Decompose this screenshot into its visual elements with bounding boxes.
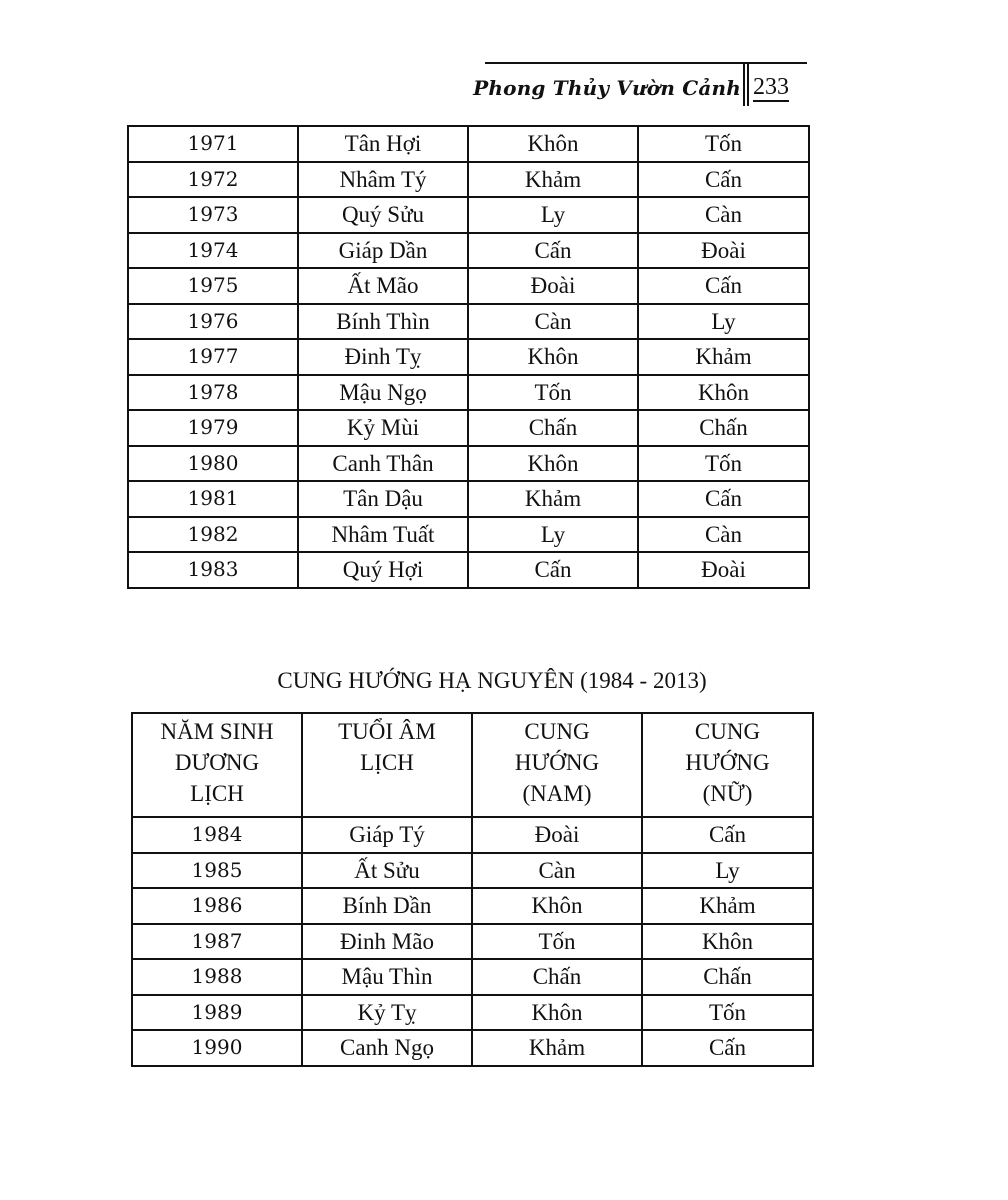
cell-palace-male: Khôn bbox=[468, 126, 638, 162]
table-row bbox=[128, 446, 809, 482]
cell-birth-year: 1989 bbox=[132, 995, 302, 1031]
header-line: (NỮ) bbox=[702, 781, 753, 806]
cell-palace-female: Khảm bbox=[642, 888, 813, 924]
cell-palace-female: Khảm bbox=[638, 339, 809, 375]
cell-lunar-age: Tân Hợi bbox=[298, 126, 468, 162]
cell-lunar-age: Bính Thìn bbox=[298, 304, 468, 340]
cell-lunar-age: Kỷ Tỵ bbox=[302, 995, 472, 1031]
cell-lunar-age: Quý Sửu bbox=[298, 197, 468, 233]
cell-birth-year: 1990 bbox=[132, 1030, 302, 1066]
running-title: Phong Thủy Vườn Cảnh bbox=[473, 76, 741, 100]
section-title: CUNG HƯỚNG HẠ NGUYÊN (1984 - 2013) bbox=[277, 668, 707, 693]
table-row bbox=[132, 959, 813, 995]
table-row bbox=[128, 517, 809, 553]
cell-lunar-age: Nhâm Tý bbox=[298, 162, 468, 198]
cell-palace-female: Tốn bbox=[638, 446, 809, 482]
cell-birth-year: 1972 bbox=[128, 162, 298, 198]
table-row bbox=[128, 552, 809, 588]
cell-birth-year: 1982 bbox=[128, 517, 298, 553]
table-row bbox=[128, 304, 809, 340]
cell-lunar-age: Quý Hợi bbox=[298, 552, 468, 588]
table-row bbox=[132, 888, 813, 924]
col-header-palace-female bbox=[642, 713, 813, 817]
cell-birth-year: 1981 bbox=[128, 481, 298, 517]
cell-palace-female: Khôn bbox=[638, 375, 809, 411]
cell-palace-female: Càn bbox=[638, 197, 809, 233]
cell-lunar-age: Kỷ Mùi bbox=[298, 410, 468, 446]
cell-lunar-age: Ất Mão bbox=[298, 268, 468, 304]
header-line: CUNG bbox=[524, 719, 590, 744]
cell-palace-male: Càn bbox=[468, 304, 638, 340]
table-row bbox=[128, 162, 809, 198]
cell-palace-female: Ly bbox=[638, 304, 809, 340]
cell-lunar-age: Giáp Tý bbox=[302, 817, 472, 853]
cell-palace-male: Ly bbox=[468, 517, 638, 553]
cell-birth-year: 1971 bbox=[128, 126, 298, 162]
cell-birth-year: 1985 bbox=[132, 853, 302, 889]
header-line: LỊCH bbox=[190, 781, 244, 806]
cell-palace-male: Khôn bbox=[468, 446, 638, 482]
header-divider bbox=[743, 64, 749, 106]
cell-birth-year: 1974 bbox=[128, 233, 298, 269]
cell-lunar-age: Bính Dần bbox=[302, 888, 472, 924]
cell-lunar-age: Đinh Mão bbox=[302, 924, 472, 960]
cell-palace-male: Đoài bbox=[468, 268, 638, 304]
cell-birth-year: 1987 bbox=[132, 924, 302, 960]
table-row bbox=[128, 197, 809, 233]
cell-birth-year: 1980 bbox=[128, 446, 298, 482]
cell-palace-male: Chấn bbox=[468, 410, 638, 446]
cell-palace-male: Ly bbox=[468, 197, 638, 233]
table-row bbox=[128, 375, 809, 411]
palace-table-upper-body bbox=[128, 126, 809, 588]
cell-palace-female: Khôn bbox=[642, 924, 813, 960]
cell-palace-female: Cấn bbox=[638, 481, 809, 517]
cell-palace-female: Cấn bbox=[642, 817, 813, 853]
cell-palace-male: Chấn bbox=[472, 959, 642, 995]
cell-lunar-age: Canh Ngọ bbox=[302, 1030, 472, 1066]
cell-birth-year: 1975 bbox=[128, 268, 298, 304]
table-row bbox=[128, 126, 809, 162]
page-number: 233 bbox=[753, 74, 789, 100]
cell-lunar-age: Đinh Tỵ bbox=[298, 339, 468, 375]
palace-table-lower-body bbox=[132, 817, 813, 1066]
cell-lunar-age: Canh Thân bbox=[298, 446, 468, 482]
table-row bbox=[132, 924, 813, 960]
header-line: DƯƠNG bbox=[174, 750, 260, 775]
cell-palace-male: Khôn bbox=[468, 339, 638, 375]
cell-palace-male: Tốn bbox=[472, 924, 642, 960]
cell-palace-female: Cấn bbox=[642, 1030, 813, 1066]
table-row bbox=[132, 853, 813, 889]
cell-palace-female: Cấn bbox=[638, 268, 809, 304]
cell-birth-year: 1976 bbox=[128, 304, 298, 340]
table-row bbox=[128, 410, 809, 446]
cell-palace-female: Chấn bbox=[638, 410, 809, 446]
palace-table-upper bbox=[127, 125, 810, 589]
cell-palace-female: Đoài bbox=[638, 233, 809, 269]
cell-palace-male: Khôn bbox=[472, 995, 642, 1031]
header-line: NĂM SINH bbox=[160, 719, 274, 744]
cell-palace-female: Chấn bbox=[642, 959, 813, 995]
page-header bbox=[473, 62, 807, 106]
col-header-birth-year bbox=[132, 713, 302, 817]
cell-palace-male: Tốn bbox=[468, 375, 638, 411]
cell-palace-male: Cấn bbox=[468, 552, 638, 588]
cell-lunar-age: Tân Dậu bbox=[298, 481, 468, 517]
table-row bbox=[128, 268, 809, 304]
cell-palace-male: Càn bbox=[472, 853, 642, 889]
cell-palace-female: Cấn bbox=[638, 162, 809, 198]
cell-birth-year: 1979 bbox=[128, 410, 298, 446]
header-line: TUỔI ÂM bbox=[338, 719, 436, 744]
header-line: LỊCH bbox=[360, 750, 414, 775]
col-header-palace-male bbox=[472, 713, 642, 817]
cell-birth-year: 1988 bbox=[132, 959, 302, 995]
cell-lunar-age: Ất Sửu bbox=[302, 853, 472, 889]
cell-palace-male: Cấn bbox=[468, 233, 638, 269]
cell-birth-year: 1977 bbox=[128, 339, 298, 375]
header-line: CUNG bbox=[694, 719, 761, 744]
cell-palace-female: Càn bbox=[638, 517, 809, 553]
table-row bbox=[128, 481, 809, 517]
cell-palace-female: Tốn bbox=[638, 126, 809, 162]
header-line: HƯỚNG bbox=[514, 750, 600, 775]
cell-lunar-age: Mậu Ngọ bbox=[298, 375, 468, 411]
table-row bbox=[132, 1030, 813, 1066]
cell-palace-female: Tốn bbox=[642, 995, 813, 1031]
cell-lunar-age: Giáp Dần bbox=[298, 233, 468, 269]
header-line: (NAM) bbox=[522, 781, 592, 806]
col-header-lunar-age bbox=[302, 713, 472, 817]
cell-birth-year: 1983 bbox=[128, 552, 298, 588]
table-row bbox=[128, 339, 809, 375]
cell-birth-year: 1978 bbox=[128, 375, 298, 411]
cell-lunar-age: Nhâm Tuất bbox=[298, 517, 468, 553]
table-row bbox=[132, 817, 813, 853]
header-line: HƯỚNG bbox=[685, 750, 770, 775]
cell-palace-female: Ly bbox=[642, 853, 813, 889]
cell-palace-male: Khôn bbox=[472, 888, 642, 924]
table-row bbox=[128, 233, 809, 269]
cell-birth-year: 1986 bbox=[132, 888, 302, 924]
cell-birth-year: 1984 bbox=[132, 817, 302, 853]
header-row bbox=[132, 713, 813, 817]
palace-table-lower bbox=[131, 712, 814, 1067]
cell-palace-male: Đoài bbox=[472, 817, 642, 853]
cell-palace-female: Đoài bbox=[638, 552, 809, 588]
table-row bbox=[132, 995, 813, 1031]
cell-lunar-age: Mậu Thìn bbox=[302, 959, 472, 995]
cell-palace-male: Khảm bbox=[472, 1030, 642, 1066]
cell-palace-male: Khảm bbox=[468, 481, 638, 517]
cell-birth-year: 1973 bbox=[128, 197, 298, 233]
cell-palace-male: Khảm bbox=[468, 162, 638, 198]
